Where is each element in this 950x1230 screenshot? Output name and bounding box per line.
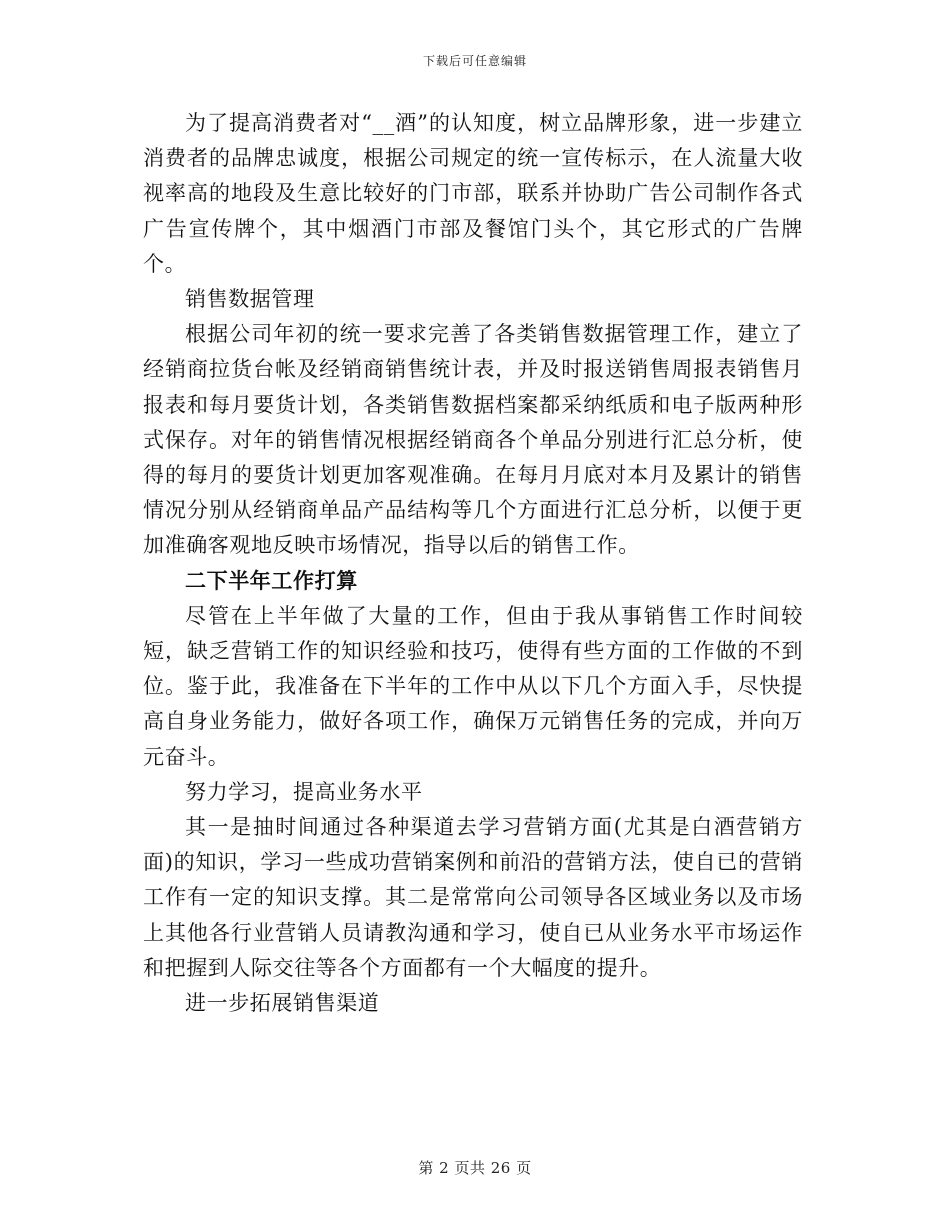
page-indicator: 第 2 页共 26 页 [418, 1159, 532, 1177]
header-note: 下载后可任意编辑 [422, 54, 527, 68]
section-title-sales-data: 销售数据管理 [185, 287, 315, 312]
section-title-study: 努力学习，提高业务水平 [185, 779, 423, 804]
paragraph-study: 其一是抽时间通过各种渠道去学习营销方面(尤其是白酒营销方面)的知识，学习一些成功营销案例和前沿的营销方法，使自已的营销工作有一定的知识支撑。其二是常常向公司领导各区域业务以及市场上其他各行业营销人员请教沟通和学习，使自已从业务水平市场运作和把握到人际交往等各个方面都有一个大幅度的提升。 [143, 815, 803, 980]
heading-second-half-plan: 二下半年工作打算 [185, 568, 358, 593]
document-body [143, 106, 803, 1021]
paragraph-second-half-plan: 尽管在上半年做了大量的工作，但由于我从事销售工作时间较短，缺乏营销工作的知识经验和技巧，使得有些方面的工作做的不到位。鉴于此，我准备在下半年的工作中从以下几个方面入手，尽快提高自身业务能力，做好各项工作，确保万元销售任务的完成，并向万元奋斗。 [143, 603, 803, 769]
section-title-channels: 进一步拓展销售渠道 [185, 991, 380, 1016]
paragraph-sales-data: 根据公司年初的统一要求完善了各类销售数据管理工作，建立了经销商拉货台帐及经销商销售统计表，并及时报送销售周报表销售月报表和每月要货计划，各类销售数据档案都采纳纸质和电子版两种形式保存。对年的销售情况根据经销商各个单品分别进行汇总分析，使得的每月的要货计划更加客观准确。在每月月底对本月及累计的销售情况分别从经销商单品产品结构等几个方面进行汇总分析，以便于更加准确客观地反映市场情况，指导以后的销售工作。 [143, 322, 803, 558]
paragraph-brand-promotion: 为了提高消费者对“__酒”的认知度，树立品牌形象，进一步建立消费者的品牌忠诚度，根据公司规定的统一宣传标示，在人流量大收视率高的地段及生意比较好的门市部，联系并协助广告公司制作各式广告宣传牌个，其中烟酒门市部及餐馆门头个，其它形式的广告牌个。 [143, 111, 803, 276]
